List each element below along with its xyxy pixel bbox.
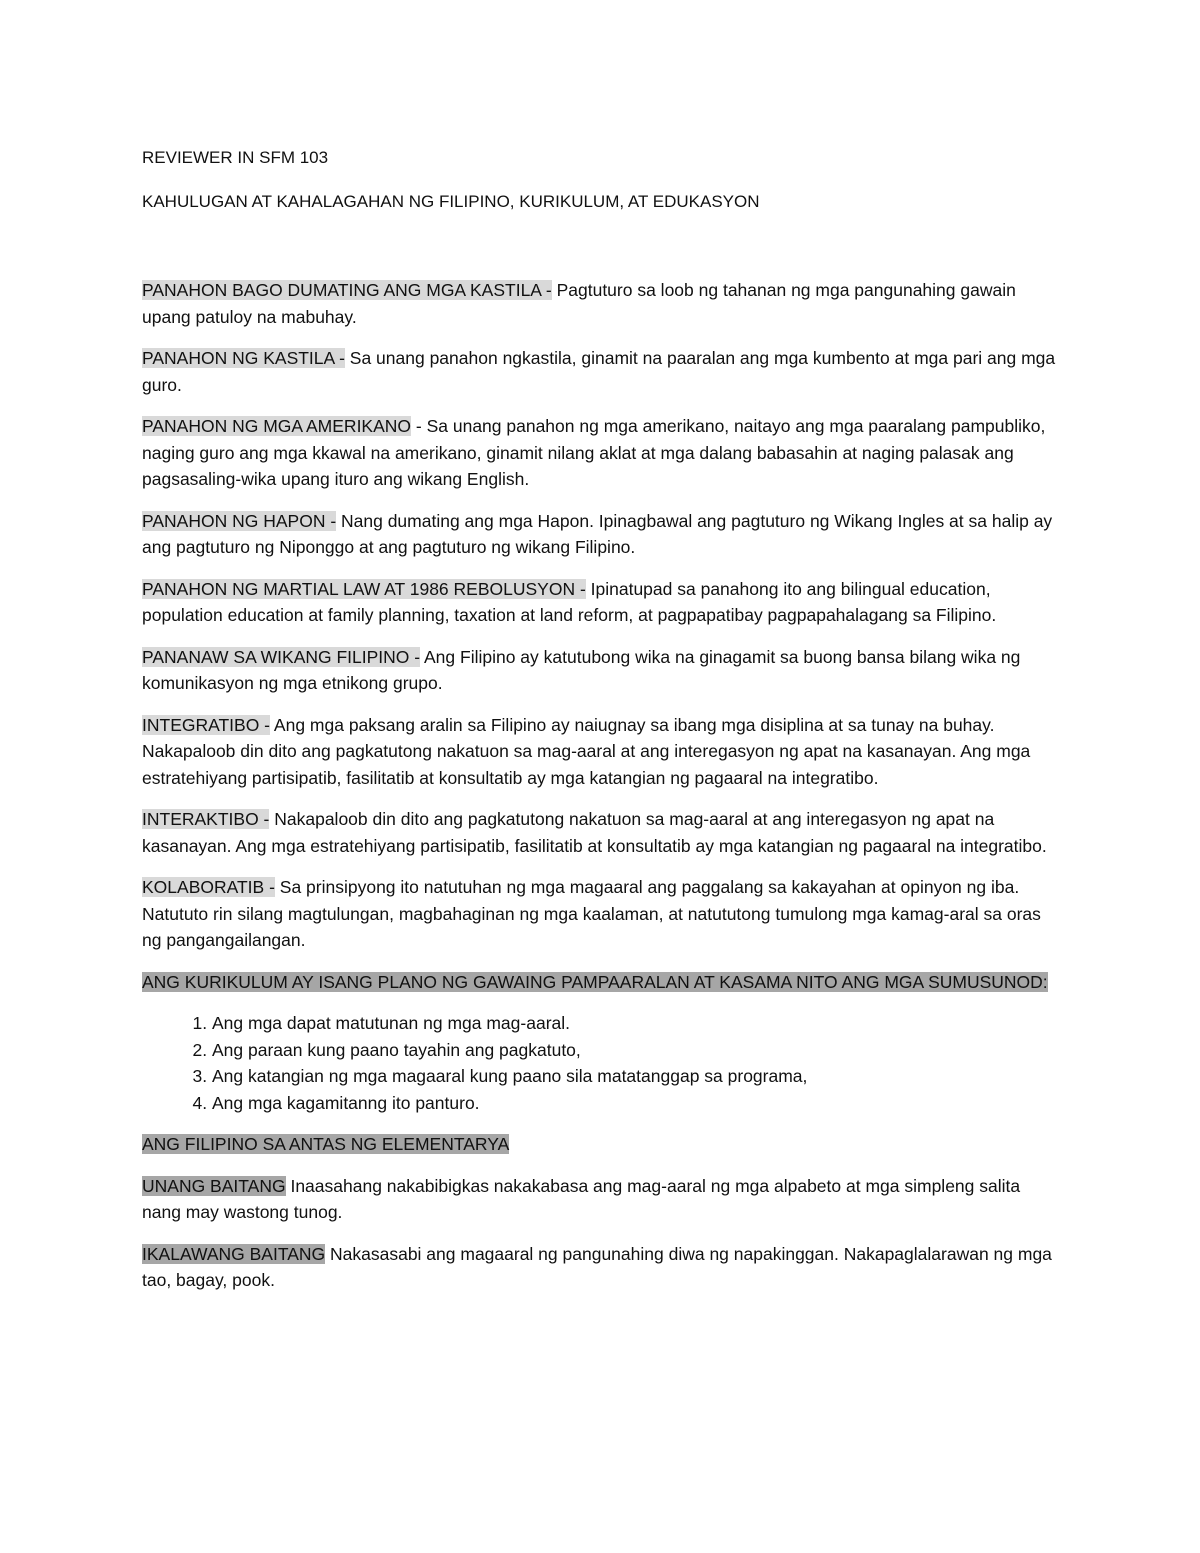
baitang-paragraph — [142, 1173, 1062, 1226]
section-paragraph — [142, 712, 1062, 792]
section-text: - Sa unang panahon ng mga amerikano, naitayo ang mga paaralang pampubliko, naging guro ang mga kkawal na amerikano, ginamit nilang aklat at mga dalang babasahin at naging palasak ang pagsasaling-wika upang ituro ang wikang English. — [142, 416, 1046, 489]
section-paragraph — [142, 277, 1062, 330]
baitang-text: Nakasasabi ang magaaral ng pangunahing diwa ng napakinggan. Nakapaglalarawan ng mga tao, bagay, pook. — [142, 1243, 1052, 1290]
section-text: Sa unang panahon ngkastila, ginamit na paaralan ang mga kumbento at mga pari ang mga guro. — [142, 348, 1056, 395]
section-text: Ang Filipino ay katutubong wika na ginagamit sa buong bansa bilang wika ng komunikasyon ng mga etnikong grupo. — [142, 646, 1021, 693]
list-item: 4. Ang mga kagamitanng ito panturo. — [212, 1090, 1062, 1117]
section-paragraph — [142, 644, 1062, 697]
section-paragraph — [142, 806, 1062, 859]
section-paragraph — [142, 576, 1062, 629]
section-term: INTEGRATIBO - — [142, 714, 271, 735]
section-term: PANAHON NG KASTILA - — [142, 348, 345, 368]
section-paragraph — [142, 345, 1062, 398]
baitang-text: Inaasahang nakabibigkas nakakabasa ang mag-aaral ng mga alpabeto at mga simpleng salita nang may wastong tunog. — [142, 1175, 1021, 1222]
section-term: PANAHON NG MARTIAL LAW AT 1986 REBOLUSYON - — [142, 578, 586, 599]
document-title: REVIEWER IN SFM 103 — [142, 148, 329, 167]
section-paragraph — [142, 508, 1062, 561]
baitang-term: UNANG BAITANG — [142, 1175, 286, 1196]
document-subtitle: KAHULUGAN AT KAHALAGAHAN NG FILIPINO, KURIKULUM, AT EDUKASYON — [142, 192, 760, 211]
section-term: INTERAKTIBO - — [142, 809, 270, 829]
section-text: Ipinatupad sa panahong ito ang bilingual education, population education at family planning, taxation at land reform, at pagpapatibay pagpapahalagang sa Filipino. — [142, 578, 997, 625]
list-item: 3. Ang katangian ng mga magaaral kung paano sila matatanggap sa programa, — [212, 1063, 1062, 1090]
section-text: Nang dumating ang mga Hapon. Ipinagbawal ang pagtuturo ng Wikang Ingles at sa halip ay ang pagtuturo ng Niponggo at ang pagtuturo ng wikang Filipino. — [142, 510, 1053, 557]
section-text: Ang mga paksang aralin sa Filipino ay naiugnay sa ibang mga disiplina at sa tunay na buhay. Nakapaloob din dito ang pagkatutong nakatuon sa mag-aaral at ang interegasyon ng apat na kasanayan. Ang mga estratehiyang partisipatib, fasilitatib at konsultatib ay mga katangian ng pagaaral na integratibo. — [142, 714, 1031, 788]
section-term: KOLABORATIB - — [142, 877, 275, 897]
elementarya-heading — [142, 1131, 1062, 1158]
elementarya-heading-text: ANG FILIPINO SA ANTAS NG ELEMENTARYA — [142, 1134, 510, 1154]
baitang-paragraph — [142, 1241, 1062, 1294]
kurikulum-list — [142, 1010, 1062, 1116]
section-term: PANAHON NG MGA AMERIKANO — [142, 416, 412, 436]
section-text: Nakapaloob din dito ang pagkatutong nakatuon sa mag-aaral at ang interegasyon ng apat na kasanayan. Ang mga estratehiyang partisipatib, fasilitatib at konsultatib ay mga katangian ng pagaaral na integratibo. — [142, 809, 1047, 856]
section-term: PANAHON NG HAPON - — [142, 510, 337, 531]
kurikulum-heading-text: ANG KURIKULUM AY ISANG PLANO NG GAWAING PAMPAARALAN AT KASAMA NITO ANG MGA SUMUSUNOD: — [142, 971, 1048, 992]
section-text: Sa prinsipyong ito natutuhan ng mga magaaral ang paggalang sa kakayahan at opinyon ng iba. Natututo rin silang magtulungan, magbahaginan ng mga kaalaman, at natututong tumulong mga kamag-aral sa oras ng pangangailangan. — [142, 877, 1041, 950]
section-paragraph — [142, 874, 1062, 954]
section-paragraph — [142, 413, 1062, 493]
list-item: 1. Ang mga dapat matutunan ng mga mag-aaral. — [212, 1010, 1062, 1037]
section-text: Pagtuturo sa loob ng tahanan ng mga pangunahing gawain upang patuloy na mabuhay. — [142, 280, 1016, 327]
document-page — [142, 145, 1062, 1309]
kurikulum-heading — [142, 969, 1062, 996]
list-item: 2. Ang paraan kung paano tayahin ang pagkatuto, — [212, 1037, 1062, 1064]
section-term: PANAHON BAGO DUMATING ANG MGA KASTILA - — [142, 280, 552, 300]
baitang-term: IKALAWANG BAITANG — [142, 1243, 326, 1264]
section-term: PANANAW SA WIKANG FILIPINO - — [142, 646, 421, 667]
